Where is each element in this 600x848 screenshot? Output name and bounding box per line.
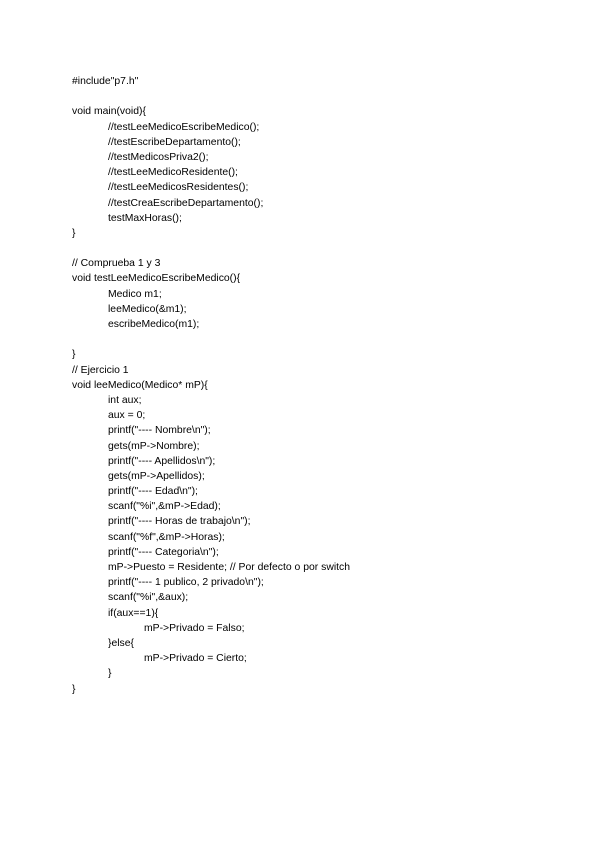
code-line: Medico m1; xyxy=(108,288,162,300)
code-line: void leeMedico(Medico* mP){ xyxy=(72,379,208,391)
blank-line xyxy=(72,332,350,347)
code-line: printf("---- Edad\n"); xyxy=(108,486,198,498)
code-line: printf("---- Nombre\n"); xyxy=(108,425,211,437)
code-line: testMaxHoras(); xyxy=(108,212,182,224)
code-line: //testLeeMedicosResidentes(); xyxy=(108,182,249,194)
code-line: mP->Privado = Cierto; xyxy=(144,653,247,665)
code-line: aux = 0; xyxy=(108,410,146,422)
code-line: //testMedicosPriva2(); xyxy=(108,151,209,163)
code-line: } xyxy=(72,683,76,695)
code-listing xyxy=(72,74,350,697)
code-line: escribeMedico(m1); xyxy=(108,319,200,330)
code-line: void main(void){ xyxy=(72,106,146,118)
code-line: // Ejercicio 1 xyxy=(72,364,129,376)
code-line: //testLeeMedicoResidente(); xyxy=(108,167,238,179)
blank-line xyxy=(72,89,350,104)
code-line: mP->Privado = Falso; xyxy=(144,622,245,634)
code-line: } xyxy=(108,668,112,680)
code-line: int aux; xyxy=(108,394,142,406)
code-line: printf("---- Categoria\n"); xyxy=(108,546,219,558)
code-line: //testEscribeDepartamento(); xyxy=(108,136,241,148)
code-line: // Comprueba 1 y 3 xyxy=(72,258,161,270)
code-line: gets(mP->Nombre); xyxy=(108,440,200,452)
code-line: void testLeeMedicoEscribeMedico(){ xyxy=(72,273,241,285)
code-line: printf("---- Horas de trabajo\n"); xyxy=(108,516,251,528)
code-line: if(aux==1){ xyxy=(108,607,159,619)
code-line: printf("---- 1 publico, 2 privado\n"); xyxy=(108,577,264,589)
code-line: }else{ xyxy=(108,637,135,649)
code-line: //testCreaEscribeDepartamento(); xyxy=(108,197,264,209)
blank-line xyxy=(72,241,350,256)
code-line: } xyxy=(72,349,76,361)
code-line: scanf("%i",&aux); xyxy=(108,592,189,604)
code-line: #include"p7.h" xyxy=(72,76,139,87)
code-line: leeMedico(&m1); xyxy=(108,303,187,315)
code-line: printf("---- Apellidos\n"); xyxy=(108,455,216,467)
code-line: mP->Puesto = Residente; // Por defecto o por switch xyxy=(108,562,350,573)
code-line: scanf("%f",&mP->Horas); xyxy=(108,531,225,543)
code-line: //testLeeMedicoEscribeMedico(); xyxy=(108,121,260,133)
code-line: } xyxy=(72,227,76,239)
code-line: scanf("%i",&mP->Edad); xyxy=(108,501,221,513)
code-line: gets(mP->Apellidos); xyxy=(108,470,205,482)
